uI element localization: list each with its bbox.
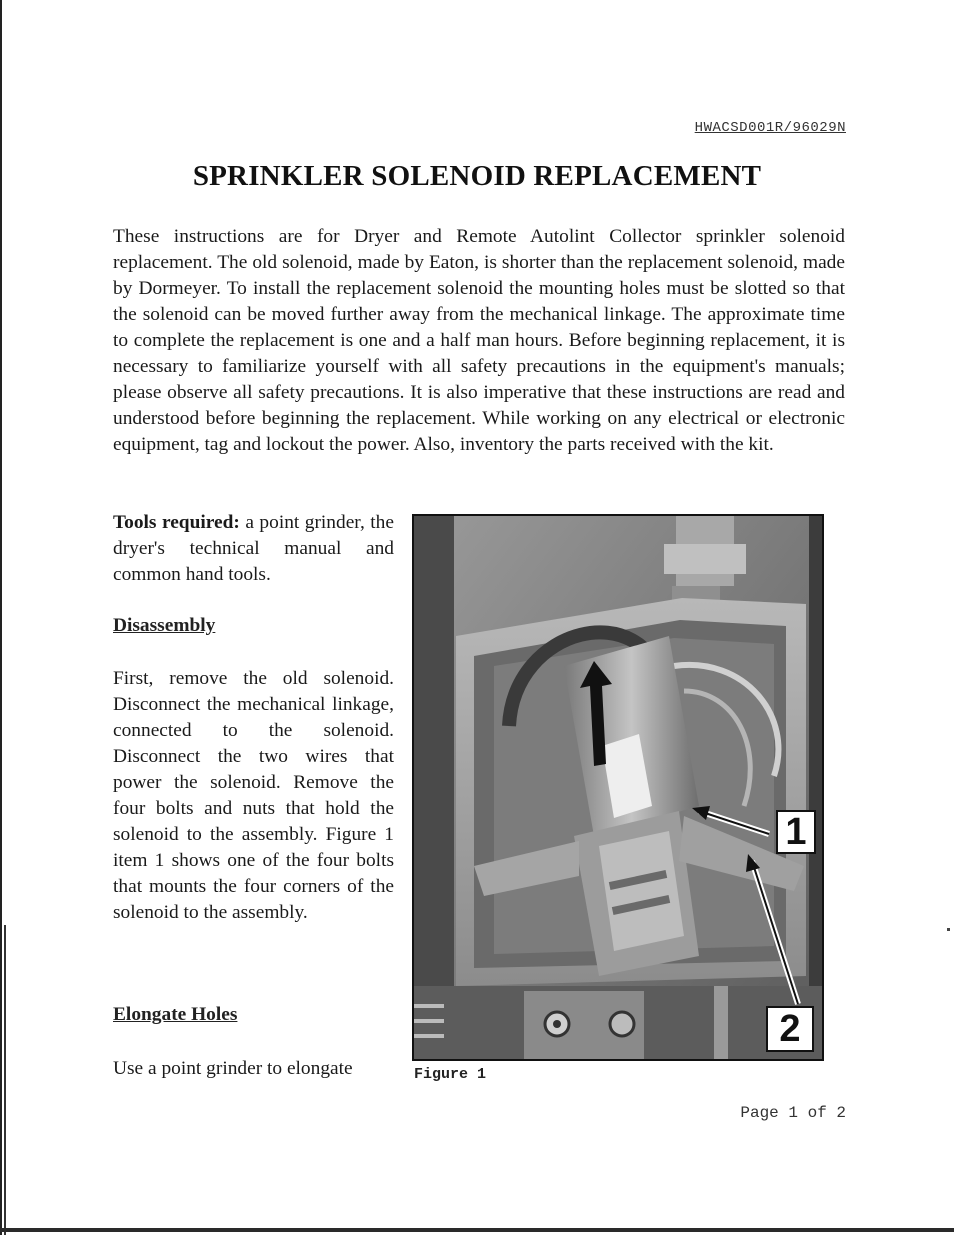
elongate-heading-block <box>113 1004 394 1026</box>
intro-paragraph: These instructions are for Dryer and Remote Autolint Collector sprinkler solenoid replacement. The old solenoid, made by Eaton, is shorter than the replacement solenoid, made by Dormeyer. To install the replacement solenoid the mounting holes must be slotted so that the solenoid can be moved further away from the mechanical linkage. The approximate time to complete the replacement is one and a half man hours. Before beginning replacement, it is necessary to familiarize yourself with all safety precautions in the equipment's manuals; please observe all safety precautions. It is also imperative that these instructions are read and understood before beginning the replacement. While working on any electrical or electronic equipment, tag and lockout the power. Also, inventory the parts received with the kit. <box>113 226 845 455</box>
disassembly-section <box>113 666 394 926</box>
tools-section <box>113 510 394 588</box>
elongate-paragraph: Use a point grinder to elongate <box>113 1058 353 1079</box>
figure-caption: Figure 1 <box>414 1066 487 1083</box>
scan-edge-bottom <box>0 1228 954 1232</box>
tools-text: a point grinder, the dryer's technical manual and common hand tools. <box>113 512 394 585</box>
solenoid-photo-illustration <box>414 516 822 1059</box>
elongate-section <box>113 1056 394 1082</box>
page-number: Page 1 of 2 <box>740 1104 846 1122</box>
disassembly-heading: Disassembly <box>113 615 216 636</box>
tools-paragraph <box>113 510 394 588</box>
disassembly-heading-block <box>113 615 394 637</box>
elongate-heading: Elongate Holes <box>113 1004 238 1025</box>
disassembly-paragraph: First, remove the old solenoid. Disconnect the mechanical linkage, connected to the solenoid. Disconnect the two wires that power the solenoid. Remove the four bolts and nuts that hold the solenoid to the assembly. Figure 1 item 1 shows one of the four bolts that mounts the four corners of the solenoid to the assembly. <box>113 668 394 923</box>
figure-1-photo <box>412 514 824 1061</box>
scan-speck <box>947 928 950 931</box>
document-code: HWACSD001R/96029N <box>694 120 846 136</box>
scan-edge-left-inner <box>4 925 6 1235</box>
callout-1-label: 1 <box>776 810 816 854</box>
callout-2-label: 2 <box>766 1006 814 1052</box>
page-title: SPRINKLER SOLENOID REPLACEMENT <box>192 160 762 192</box>
tools-label: Tools required: <box>113 512 240 533</box>
